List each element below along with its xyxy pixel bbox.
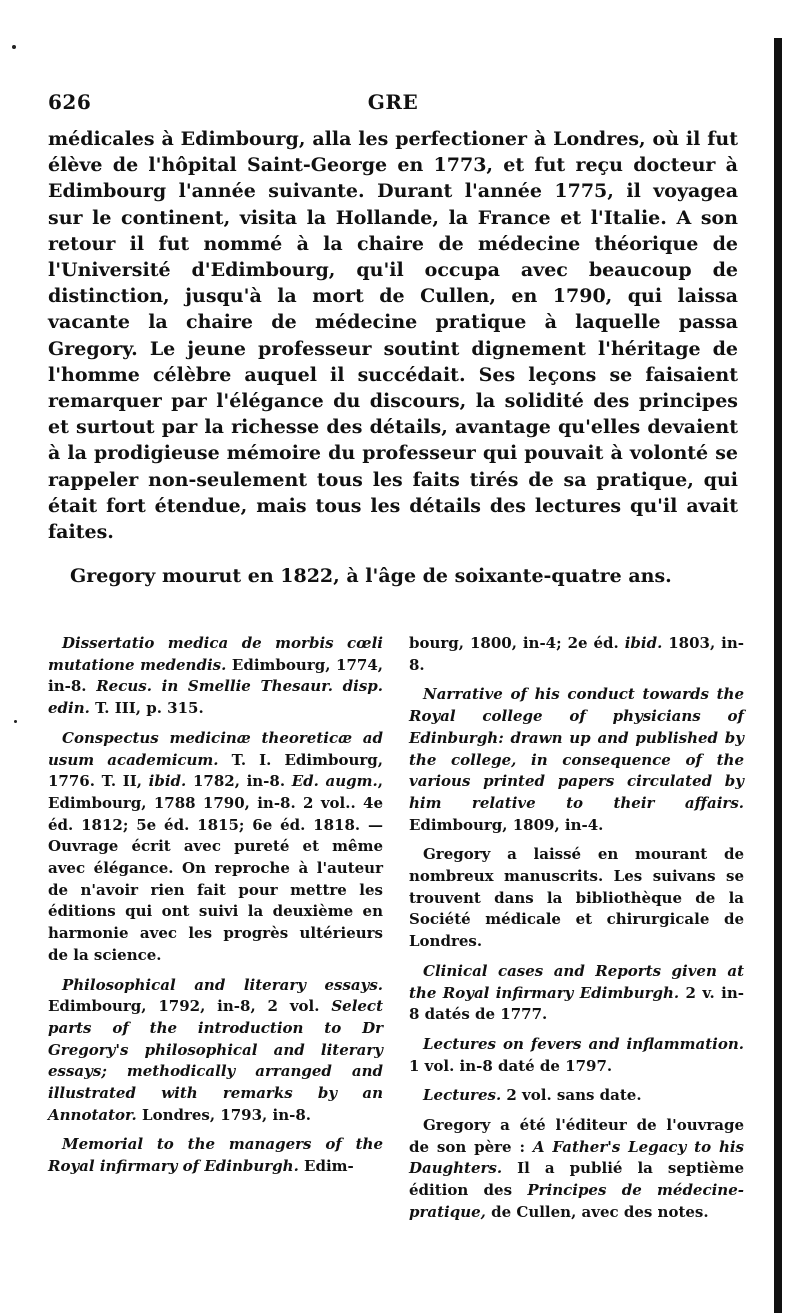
- notes-right-column: [409, 633, 744, 1232]
- main-paragraph: Gregory mourut en 1822, à l'âge de soixante-quatre ans.: [70, 565, 672, 588]
- work-title: Clinical cases and Reports given at the Royal infirmary Edimburgh.: [409, 961, 744, 1002]
- bibliography-notes: [48, 633, 788, 1232]
- entry-text: 2 vol. sans date.: [501, 1086, 642, 1105]
- bibliography-entry: [409, 1115, 744, 1224]
- entry-text: Edimbourg, 1774, in-8.: [48, 655, 384, 696]
- entry-text: Gregory a laissé en mourant de nombreux manuscrits. Les suivans se trouvent dans la bibliothèque de la Société médicale et chirurgicale de Londres.: [409, 845, 744, 951]
- margin-speck: [12, 45, 16, 49]
- bibliography-entry: [48, 633, 383, 720]
- entry-italic: Ed. augm.: [291, 772, 378, 791]
- work-title: Philosophical and literary essays.: [62, 975, 383, 994]
- entry-italic: Select parts of the introduction to Dr Gregory's philosophical and literary essays; methodically arranged and illustrated with remarks by an Annotator.: [48, 997, 383, 1124]
- margin-speck: [14, 720, 17, 723]
- main-text: [48, 126, 738, 589]
- entry-text: Edimbourg, 1792, in-8, 2 vol.: [48, 997, 332, 1016]
- bibliography-entry: [409, 961, 744, 1026]
- entry-text: 1803, in-8.: [409, 634, 744, 674]
- page-number: 626: [48, 90, 92, 114]
- work-title: Conspectus medicinæ theoreticæ ad usum academicum.: [48, 728, 383, 769]
- entry-italic: ibid.: [624, 634, 663, 652]
- work-title: Memorial to the managers of the Royal infirmary of Edinburgh.: [48, 1135, 383, 1176]
- entry-text: Edimbourg, 1809, in-4.: [409, 815, 604, 834]
- bibliography-entry: [409, 1034, 744, 1077]
- page-header: [48, 90, 738, 120]
- entry-italic: ibid.: [148, 772, 187, 791]
- entry-text: Londres, 1793, in-8.: [136, 1105, 311, 1124]
- entry-text: Gregory a été l'éditeur de l'ouvrage de son père :: [409, 1116, 744, 1156]
- bibliography-entry: [48, 1134, 383, 1177]
- entry-text: bourg, 1800, in-4; 2e éd.: [409, 634, 625, 652]
- page-edge-shadow: [774, 38, 782, 1313]
- bibliography-entry-continued: [409, 633, 744, 676]
- entry-text: 1782, in-8.: [186, 772, 292, 791]
- bibliography-entry: [48, 975, 383, 1127]
- entry-text: , Edimbourg, 1788 1790, in-8. 2 vol.. 4e éd. 1812; 5e éd. 1815; 6e éd. 1818. — Ouvrage écrit avec pureté et même avec élégance. On reproche à l'auteur de n'avoir rien fait pour mettre les éditions qui ont suivi la deuxième en harmonie avec les progrès ultérieurs de la science.: [48, 772, 383, 964]
- entry-text: Il a publié la septième édition des: [409, 1159, 744, 1200]
- entry-text: 2 v. in-8 datés de 1777.: [409, 983, 744, 1024]
- work-title: Dissertatio medica de morbis cœli mutatione medendis.: [48, 634, 383, 674]
- entry-italic: Principes de médecine-pratique,: [409, 1181, 744, 1221]
- entry-text: T. III, p. 315.: [89, 699, 204, 718]
- entry-text: Edim-: [298, 1157, 354, 1176]
- work-title: Lectures on fevers and inflammation.: [423, 1034, 744, 1053]
- entry-text: de Cullen, avec des notes.: [485, 1202, 709, 1221]
- running-head: GRE: [367, 90, 419, 114]
- work-title: Lectures.: [423, 1086, 502, 1105]
- entry-italic: Recus. in Smellie Thesaur. disp. edin.: [48, 677, 383, 718]
- bibliography-entry: [48, 728, 383, 967]
- entry-text: 1 vol. in-8 daté de 1797.: [409, 1056, 613, 1075]
- main-paragraph: médicales à Edimbourg, alla les perfectioner à Londres, où il fut élève de l'hôpital Saint-George en 1773, et fut reçu docteur à Edimbourg l'année suivante. Durant l'année 1775, il voyagea sur le continent, visita la Hollande, la France et l'Italie. A son retour il fut nommé à la chaire de médecine théorique de l'Université d'Edimbourg, qu'il occupa avec beaucoup de distinction, jusqu'à la mort de Cullen, en 1790, qui laissa vacante la chaire de médecine pratique à laquelle passa Gregory. Le jeune professeur soutint dignement l'héritage de l'homme célèbre auquel il succédait. Ses leçons se faisaient remarquer par l'élégance du discours, la solidité des principes et surtout par la richesse des détails, avantage qu'elles devaient à la prodigieuse mémoire du professeur qui pouvait à volonté se rappeler non-seulement tous les faits tirés de sa pratique, qui était fort étendue, mais tous les détails des lectures qu'il avait faites.: [48, 128, 738, 544]
- entry-italic: A Father's Legacy to his Daughters.: [409, 1137, 744, 1178]
- bibliography-entry: [409, 844, 744, 953]
- entry-text: T. I. Edimbourg, 1776. T. II,: [48, 750, 384, 791]
- bibliography-entry: [409, 1085, 744, 1107]
- work-title: Narrative of his conduct towards the Royal college of physicians of Edinburgh: drawn up and published by the college, in consequence of the various printed papers circulated by him relative to their affairs.: [409, 685, 744, 812]
- bibliography-entry: [409, 684, 744, 836]
- notes-left-column: [48, 633, 383, 1232]
